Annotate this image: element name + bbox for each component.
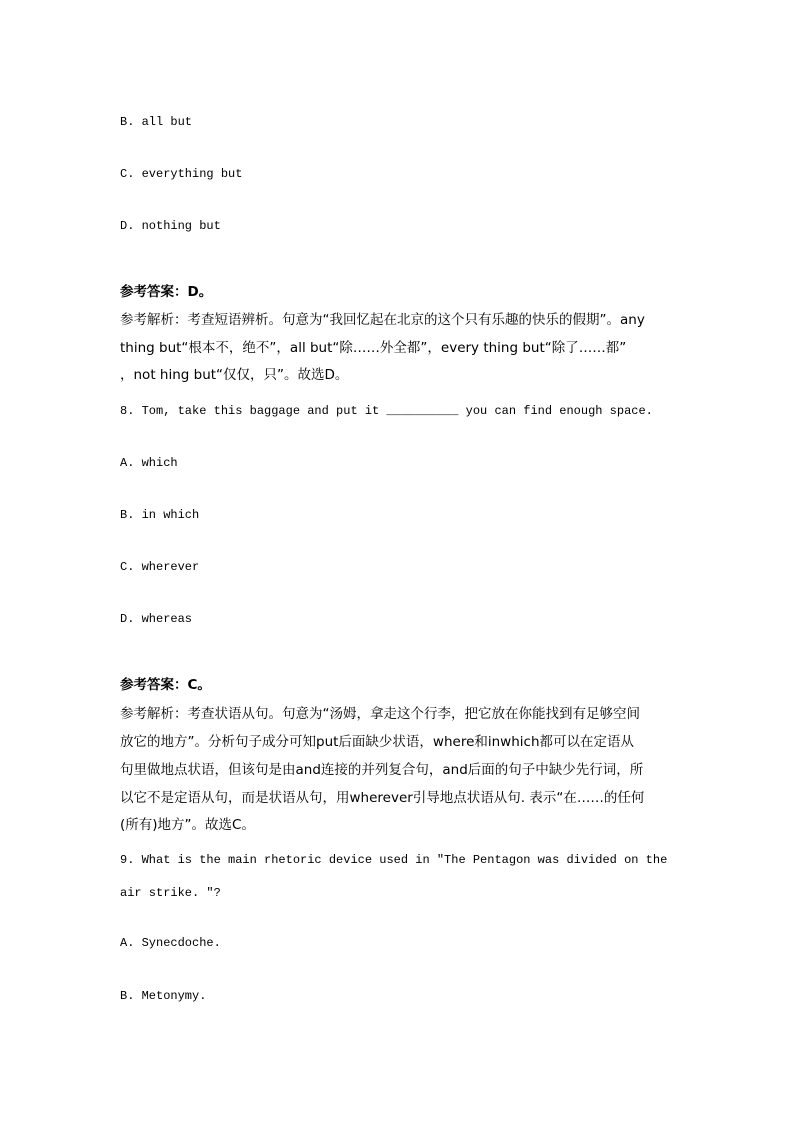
q7-answer: 参考答案：D。 (120, 284, 213, 300)
q8-analysis-line: (所有)地方”。故选C。 (120, 817, 255, 833)
q9-question-line: 9. What is the main rhetoric device used in "The Pentagon was divided on the (120, 853, 668, 867)
q8-answer: 参考答案：C。 (120, 677, 211, 693)
q9-question-line: air strike. "? (120, 886, 221, 900)
q7-option-b: B. all but (120, 115, 193, 129)
q7-analysis-line: 参考解析：考查短语辨析。句意为“我回忆起在北京的这个只有乐趣的快乐的假期”。any (120, 312, 645, 328)
q8-option-d: D. whereas (120, 612, 193, 626)
q8-analysis-line: 以它不是定语从句，而是状语从句，用wherever引导地点状语从句. 表示“在……的任何 (120, 790, 645, 806)
q8-option-b: B. in which (120, 508, 200, 522)
q9-option-a: A. Synecdoche. (120, 936, 221, 950)
q9-option-b: B. Metonymy. (120, 989, 207, 1003)
q8-analysis-line: 放它的地方”。分析句子成分可知put后面缺少状语，where和inwhich都可以在定语从 (120, 734, 635, 750)
q8-question: 8. Tom, take this baggage and put it __________ you can find enough space. (120, 404, 653, 418)
q7-option-c: C. everything but (120, 167, 243, 181)
q8-analysis-line: 句里做地点状语，但该句是由and连接的并列复合句，and后面的句子中缺少先行词，所 (120, 762, 644, 778)
q8-option-c: C. wherever (120, 560, 200, 574)
q8-analysis-line: 参考解析：考查状语从句。句意为“汤姆，拿走这个行李，把它放在你能找到有足够空间 (120, 706, 640, 722)
q7-option-d: D. nothing but (120, 219, 221, 233)
q7-analysis-line: ，not hing but“仅仅，只”。故选D。 (120, 367, 349, 383)
q8-option-a: A. which (120, 456, 178, 470)
q7-analysis-line: thing but“根本不，绝不”，all but“除……外全都”，every thing but“除了……都” (120, 340, 627, 356)
